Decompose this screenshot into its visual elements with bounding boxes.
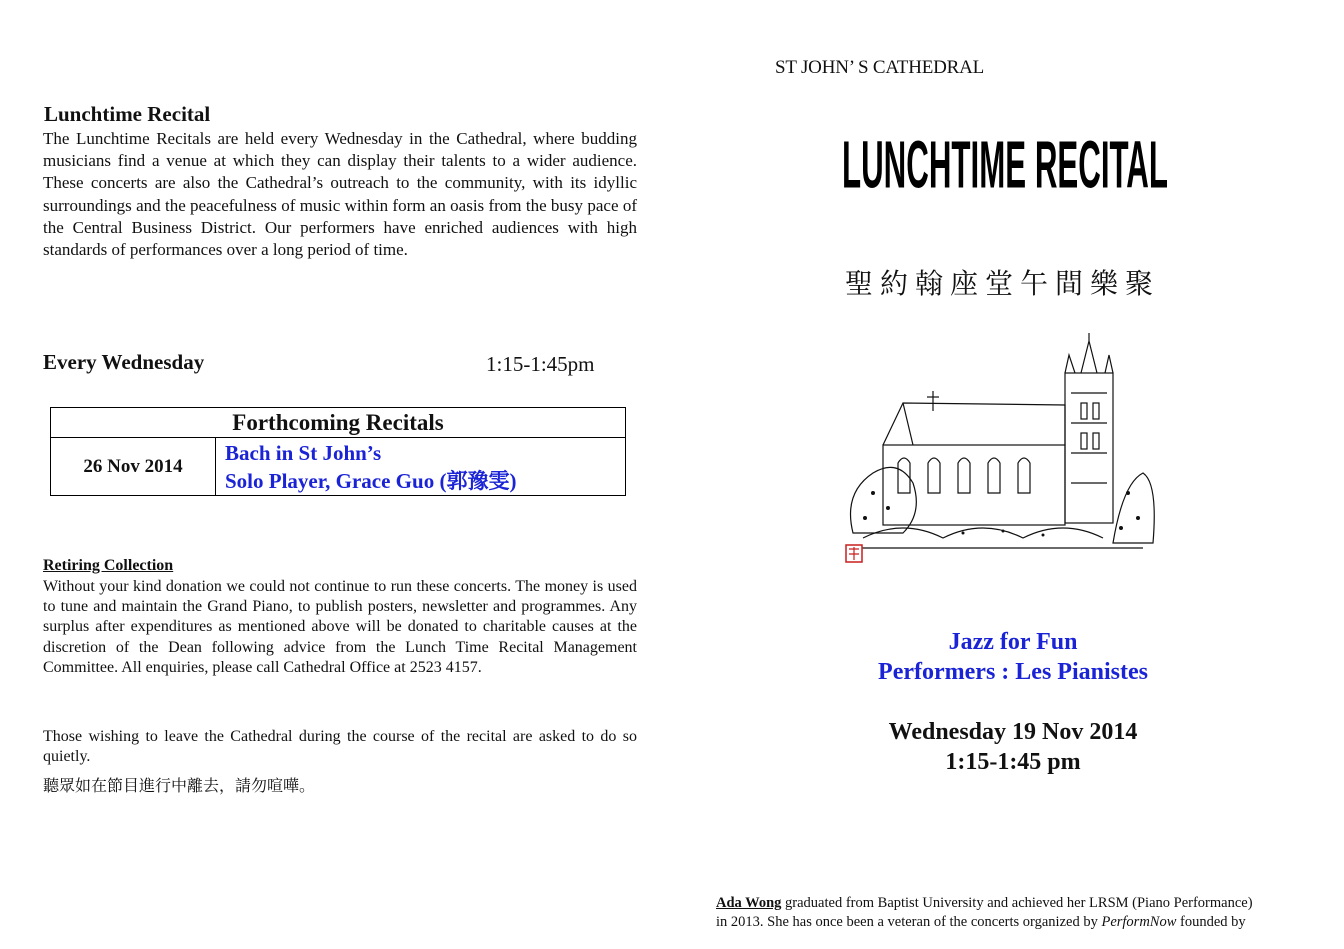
recital-performer: Solo Player, Grace Guo (郭豫雯) (225, 468, 517, 493)
recital-title: Bach in St John’s (225, 440, 382, 465)
recital-date: 26 Nov 2014 (51, 438, 216, 496)
recital-program (216, 438, 626, 496)
cathedral-drawing-icon (843, 333, 1155, 565)
intro-paragraph: The Lunchtime Recitals are held every Wednesday in the Cathedral, where budding musicians find a venue at which they can display their talents to a wider audience. These concerts are also the Cathedral’s outreach to the community, with its idyllic surroundings and the peacefulness of music within form an oasis from the busy pace of the Central Business District. Our performers have enriched audiences with high standards of performances over a long period of time. (43, 129, 637, 260)
bio-performer-name: Ada Wong (716, 895, 782, 911)
forthcoming-recitals-table (50, 407, 626, 496)
leave-notice: Those wishing to leave the Cathedral during the course of the recital are asked to do so quietly. (43, 728, 637, 766)
performer-bio (716, 894, 1316, 931)
main-title-text: LUNCHTIME RECITAL (842, 126, 1168, 198)
concert-performers: Performers : Les Pianistes (878, 659, 1148, 685)
bio-line-2 (716, 913, 1316, 932)
bio-line-2-text: in 2013. She has once been a veteran of the concerts organized by (716, 913, 1102, 930)
bio-line-2-end: founded by (1176, 913, 1246, 930)
chinese-title: 聖約翰座堂午間樂聚 (845, 267, 1161, 300)
bio-organization: PerformNow (1101, 913, 1177, 930)
concert-title: Jazz for Fun (948, 629, 1078, 655)
concert-date: Wednesday 19 Nov 2014 (888, 719, 1138, 745)
intro-heading: Lunchtime Recital (44, 102, 211, 126)
retiring-collection-heading: Retiring Collection (43, 557, 174, 574)
concert-time: 1:15-1:45 pm (945, 749, 1081, 775)
cathedral-name: ST JOHN’ S CATHEDRAL (775, 57, 985, 78)
retiring-collection-text: Without your kind donation we could not continue to run these concerts. The money is used to tune and maintain the Grand Piano, to publish posters, newsletter and programmes. Any surplus after expenditures as mentioned above will be donated to charitable causes at the discretion of the Dean following advice from the Lunch Time Recital Management Committee. All enquiries, please call Cathedral Office at 2523 4157. (43, 578, 637, 676)
schedule-day: Every Wednesday (43, 350, 205, 374)
table-row (51, 438, 626, 496)
main-title (840, 118, 1170, 198)
bio-line-1-text: graduated from Baptist University and achieved her LRSM (Piano Performance) (781, 895, 1253, 911)
bio-line-1 (716, 894, 1316, 913)
schedule-time: 1:15-1:45pm (486, 352, 595, 376)
leave-notice-chinese: 聽眾如在節目進行中離去，請勿喧嘩。 (43, 776, 316, 795)
table-header: Forthcoming Recitals (51, 408, 626, 438)
